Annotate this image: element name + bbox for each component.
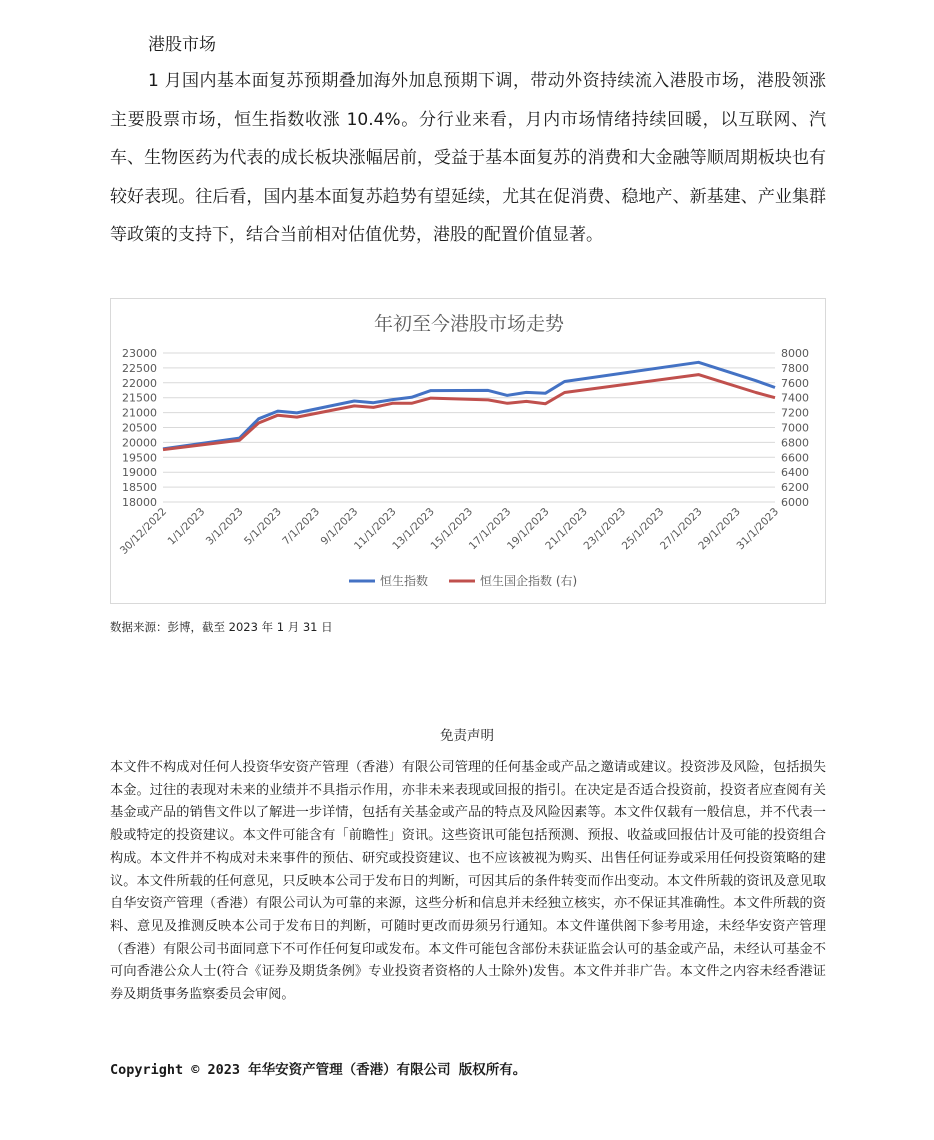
x-tick-label: 23/1/2023 [581,505,629,553]
x-tick-label: 3/1/2023 [203,505,246,548]
market-commentary [110,62,826,255]
y-right-tick-label: 6600 [781,451,809,465]
y-left-tick-label: 18000 [122,496,157,509]
line-chart [111,299,827,605]
x-tick-label: 15/1/2023 [428,505,476,553]
y-right-tick-label: 6000 [781,496,809,509]
x-tick-label: 19/1/2023 [505,505,552,553]
x-tick-label: 5/1/2023 [242,505,284,548]
x-tick-label: 25/1/2023 [619,505,667,553]
market-commentary-text: 1 月国内基本面复苏预期叠加海外加息预期下调，带动外资持续流入港股市场，港股领涨主要股票市场，恒生指数收涨 10.4%。分行业来看，月内市场情绪持续回暖，以互联网、汽车、生物医药为代表的成长板块涨幅居前，受益于基本面复苏的消费和大金融等顺周期板块也有较好表现。往后看，国内基本面复苏趋势有望延续，尤其在促消费、稳地产、新基建、产业集群等政策的支持下，结合当前相对估值优势，港股的配置价值显著。 [110,71,826,245]
x-tick-label: 9/1/2023 [318,505,361,548]
disclaimer-title: 免责声明 [440,728,494,744]
y-left-tick-label: 19500 [122,451,157,465]
y-left-tick-label: 21500 [122,391,157,405]
x-tick-label: 17/1/2023 [466,505,514,553]
source-note: 数据来源：彭博，截至 2023 年 1 月 31 日 [110,620,333,634]
y-right-tick-label: 6800 [781,436,809,450]
y-left-tick-label: 21000 [122,406,157,420]
x-tick-label: 29/1/2023 [696,505,743,553]
copyright-notice: Copyright © 2023 年华安资产管理（香港）有限公司 版权所有。 [110,1062,527,1078]
y-left-tick-label: 23000 [122,347,157,360]
y-left-tick-label: 22000 [122,376,157,390]
section-title: 港股市场 [148,35,216,55]
y-left-tick-label: 18500 [122,481,157,495]
x-tick-label: 27/1/2023 [658,505,705,553]
y-right-tick-label: 7000 [781,421,809,435]
x-tick-label: 13/1/2023 [390,505,437,553]
disclaimer-body: 本文件不构成对任何人投资华安资产管理（香港）有限公司管理的任何基金或产品之邀请或建议。投资涉及风险，包括损失本金。过往的表现对未来的业绩并不具指示作用，亦非未来表现或回报的指引。在决定是否适合投资前，投资者应查阅有关基金或产品的销售文件以了解进一步详情，包括有关基金或产品的特点及风险因素等。本文件仅载有一般信息，并不代表一般或特定的投资建议。本文件可能含有「前瞻性」资讯。这些资讯可能包括预测、预报、收益或回报估计及可能的投资组合构成。本文件并不构成对未来事件的预估、研究或投资建议、也不应该被视为购买、出售任何证券或采用任何投资策略的建议。本文件所载的任何意见，只反映本公司于发布日的判断，可因其后的条件转变而作出变动。本文件所载的资讯及意见取自华安资产管理（香港）有限公司认为可靠的来源，这些分析和信息并未经独立核实，亦不保证其准确性。本文件所载的资料、意见及推测反映本公司于发布日的判断，可随时更改而毋须另行通知。本文件谨供阁下参考用途，未经华安资产管理（香港）有限公司书面同意下不可作任何复印或发布。本文件可能包含部份未获证监会认可的基金或产品，未经认可基金不可向香港公众人士(符合《证券及期货条例》专业投资者资格的人士除外)发售。本文件并非广告。本文件之内容未经香港证券及期货事务监察委员会审阅。 [110,760,826,1003]
y-right-tick-label: 7400 [781,391,809,405]
y-left-tick-label: 19000 [122,466,157,480]
x-tick-label: 1/1/2023 [165,505,208,548]
chart-title: 年初至今港股市场走势 [373,313,565,335]
y-left-tick-label: 20000 [122,436,157,450]
x-tick-label: 31/1/2023 [734,505,782,553]
x-tick-label: 30/12/2022 [117,505,170,557]
y-left-tick-label: 22500 [122,361,157,375]
legend-label-2: 恒生国企指数 (右) [480,574,578,588]
legend-label-1: 恒生指数 [380,574,429,588]
y-right-tick-label: 7600 [781,376,809,390]
x-tick-label: 11/1/2023 [352,505,399,553]
y-left-tick-label: 20500 [122,421,157,435]
y-right-tick-label: 7800 [781,361,809,375]
y-right-tick-label: 7200 [781,406,809,420]
y-right-tick-label: 8000 [781,347,809,360]
x-tick-label: 7/1/2023 [280,505,323,548]
y-right-tick-label: 6400 [781,466,809,480]
y-right-tick-label: 6200 [781,481,809,495]
x-tick-label: 21/1/2023 [543,505,590,553]
chart-container [110,298,826,604]
